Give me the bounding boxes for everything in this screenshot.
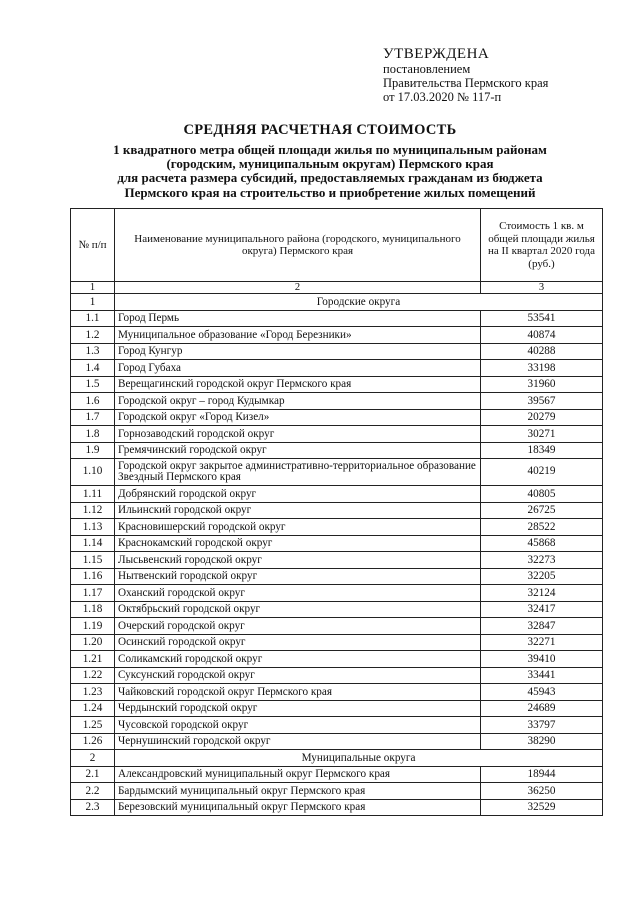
cost-value: 32529 xyxy=(481,799,603,816)
row-number: 1.22 xyxy=(71,667,115,684)
municipality-name: Добрянский городской округ xyxy=(115,486,481,503)
row-number: 1.10 xyxy=(71,459,115,486)
row-number: 1.20 xyxy=(71,634,115,651)
table-header-row xyxy=(71,209,603,282)
cost-value: 40219 xyxy=(481,459,603,486)
municipality-name: Суксунский городской округ xyxy=(115,667,481,684)
table-row xyxy=(71,717,603,734)
municipality-name: Соликамский городской округ xyxy=(115,651,481,668)
cost-value: 39410 xyxy=(481,651,603,668)
row-number: 1.4 xyxy=(71,360,115,377)
cost-value: 18944 xyxy=(481,766,603,783)
row-number: 2.3 xyxy=(71,799,115,816)
table-row xyxy=(71,618,603,635)
table-row xyxy=(71,519,603,536)
municipality-name: Чердынский городской округ xyxy=(115,700,481,717)
column-index: 2 xyxy=(115,282,481,294)
table-row xyxy=(71,634,603,651)
municipality-name: Город Пермь xyxy=(115,310,481,327)
cost-value: 20279 xyxy=(481,409,603,426)
row-number: 1.26 xyxy=(71,733,115,750)
municipality-name: Нытвенский городской округ xyxy=(115,568,481,585)
cost-value: 53541 xyxy=(481,310,603,327)
section-row xyxy=(71,294,603,311)
table-row xyxy=(71,486,603,503)
table-row xyxy=(71,327,603,344)
row-number: 1.25 xyxy=(71,717,115,734)
cost-value: 32205 xyxy=(481,568,603,585)
section-number: 2 xyxy=(71,750,115,767)
subtitle-line-3: для расчета размера субсидий, предоставляемых гражданам из бюджета xyxy=(117,170,543,186)
row-number: 2.1 xyxy=(71,766,115,783)
table-row xyxy=(71,360,603,377)
approval-block xyxy=(383,46,548,104)
row-number: 1.23 xyxy=(71,684,115,701)
table-row xyxy=(71,585,603,602)
table-row xyxy=(71,310,603,327)
cost-value: 24689 xyxy=(481,700,603,717)
table-row xyxy=(71,442,603,459)
cost-value: 45943 xyxy=(481,684,603,701)
municipality-name: Краснокамский городской округ xyxy=(115,535,481,552)
municipality-name: Октябрьский городской округ xyxy=(115,601,481,618)
municipality-name: Городской округ закрытое административно-территориальное образование Звездный Пермского края xyxy=(115,459,481,486)
row-number: 1.13 xyxy=(71,519,115,536)
row-number: 1.2 xyxy=(71,327,115,344)
col-header-cost: Стоимость 1 кв. м общей площади жилья на II квартал 2020 года (руб.) xyxy=(481,209,603,282)
cost-value: 33797 xyxy=(481,717,603,734)
row-number: 1.1 xyxy=(71,310,115,327)
document-title: СРЕДНЯЯ РАСЧЕТНАЯ СТОИМОСТЬ xyxy=(183,122,457,138)
cost-value: 26725 xyxy=(481,502,603,519)
cost-table xyxy=(70,208,603,816)
section-label: Городские округа xyxy=(115,294,603,311)
row-number: 1.6 xyxy=(71,393,115,410)
municipality-name: Оханский городской округ xyxy=(115,585,481,602)
document-subtitle xyxy=(60,143,600,200)
table-row xyxy=(71,783,603,800)
row-number: 1.24 xyxy=(71,700,115,717)
column-index: 1 xyxy=(71,282,115,294)
table-row xyxy=(71,799,603,816)
section-row xyxy=(71,750,603,767)
municipality-name: Осинский городской округ xyxy=(115,634,481,651)
cost-value: 28522 xyxy=(481,519,603,536)
approval-line-1: постановлением xyxy=(383,62,471,76)
table-row xyxy=(71,766,603,783)
cost-value: 33198 xyxy=(481,360,603,377)
cost-value: 32417 xyxy=(481,601,603,618)
table-row xyxy=(71,409,603,426)
subtitle-line-2: (городским, муниципальным округам) Пермского края xyxy=(166,156,494,172)
col-header-name: Наименование муниципального района (городского, муниципального округа) Пермского края xyxy=(115,209,481,282)
row-number: 1.5 xyxy=(71,376,115,393)
row-number: 1.11 xyxy=(71,486,115,503)
municipality-name: Муниципальное образование «Город Березники» xyxy=(115,327,481,344)
municipality-name: Красновишерский городской округ xyxy=(115,519,481,536)
col-header-num: № п/п xyxy=(71,209,115,282)
municipality-name: Чусовской городской округ xyxy=(115,717,481,734)
approval-line-3: от 17.03.2020 № 117-п xyxy=(383,90,502,104)
municipality-name: Ильинский городской округ xyxy=(115,502,481,519)
table-row xyxy=(71,376,603,393)
row-number: 1.19 xyxy=(71,618,115,635)
row-number: 1.15 xyxy=(71,552,115,569)
cost-value: 32847 xyxy=(481,618,603,635)
table-row xyxy=(71,552,603,569)
table-row xyxy=(71,733,603,750)
municipality-name: Горнозаводский городской округ xyxy=(115,426,481,443)
municipality-name: Александровский муниципальный округ Пермского края xyxy=(115,766,481,783)
section-label: Муниципальные округа xyxy=(115,750,603,767)
cost-value: 32271 xyxy=(481,634,603,651)
cost-value: 39567 xyxy=(481,393,603,410)
table-row xyxy=(71,343,603,360)
row-number: 2.2 xyxy=(71,783,115,800)
table-row xyxy=(71,651,603,668)
row-number: 1.9 xyxy=(71,442,115,459)
municipality-name: Городской округ – город Кудымкар xyxy=(115,393,481,410)
table-row xyxy=(71,502,603,519)
row-number: 1.14 xyxy=(71,535,115,552)
cost-value: 32124 xyxy=(481,585,603,602)
table-row xyxy=(71,700,603,717)
municipality-name: Чернушинский городской округ xyxy=(115,733,481,750)
municipality-name: Чайковский городской округ Пермского края xyxy=(115,684,481,701)
column-index-row xyxy=(71,282,603,294)
table-row xyxy=(71,601,603,618)
municipality-name: Город Кунгур xyxy=(115,343,481,360)
municipality-name: Город Губаха xyxy=(115,360,481,377)
cost-value: 40805 xyxy=(481,486,603,503)
cost-value: 40288 xyxy=(481,343,603,360)
cost-value: 18349 xyxy=(481,442,603,459)
municipality-name: Верещагинский городской округ Пермского края xyxy=(115,376,481,393)
table-row xyxy=(71,459,603,486)
section-number: 1 xyxy=(71,294,115,311)
table-row xyxy=(71,393,603,410)
subtitle-line-4: Пермского края на строительство и приобретение жилых помещений xyxy=(124,184,536,200)
row-number: 1.3 xyxy=(71,343,115,360)
cost-value: 33441 xyxy=(481,667,603,684)
municipality-name: Очерский городской округ xyxy=(115,618,481,635)
cost-value: 31960 xyxy=(481,376,603,393)
row-number: 1.17 xyxy=(71,585,115,602)
row-number: 1.18 xyxy=(71,601,115,618)
cost-value: 30271 xyxy=(481,426,603,443)
cost-value: 40874 xyxy=(481,327,603,344)
row-number: 1.12 xyxy=(71,502,115,519)
municipality-name: Городской округ «Город Кизел» xyxy=(115,409,481,426)
table-row xyxy=(71,684,603,701)
municipality-name: Лысьвенский городской округ xyxy=(115,552,481,569)
municipality-name: Березовский муниципальный округ Пермского края xyxy=(115,799,481,816)
row-number: 1.7 xyxy=(71,409,115,426)
table-row xyxy=(71,667,603,684)
approval-title: УТВЕРЖДЕНА xyxy=(383,46,490,62)
cost-value: 38290 xyxy=(481,733,603,750)
cost-value: 36250 xyxy=(481,783,603,800)
subtitle-line-1: 1 квадратного метра общей площади жилья по муниципальным районам xyxy=(113,142,547,157)
cost-value: 32273 xyxy=(481,552,603,569)
column-index: 3 xyxy=(481,282,603,294)
table-row xyxy=(71,426,603,443)
row-number: 1.8 xyxy=(71,426,115,443)
cost-value: 45868 xyxy=(481,535,603,552)
row-number: 1.21 xyxy=(71,651,115,668)
row-number: 1.16 xyxy=(71,568,115,585)
municipality-name: Гремячинский городской округ xyxy=(115,442,481,459)
municipality-name: Бардымский муниципальный округ Пермского края xyxy=(115,783,481,800)
approval-line-2: Правительства Пермского края xyxy=(383,76,549,90)
table-body xyxy=(71,282,603,816)
table-row xyxy=(71,535,603,552)
table-row xyxy=(71,568,603,585)
